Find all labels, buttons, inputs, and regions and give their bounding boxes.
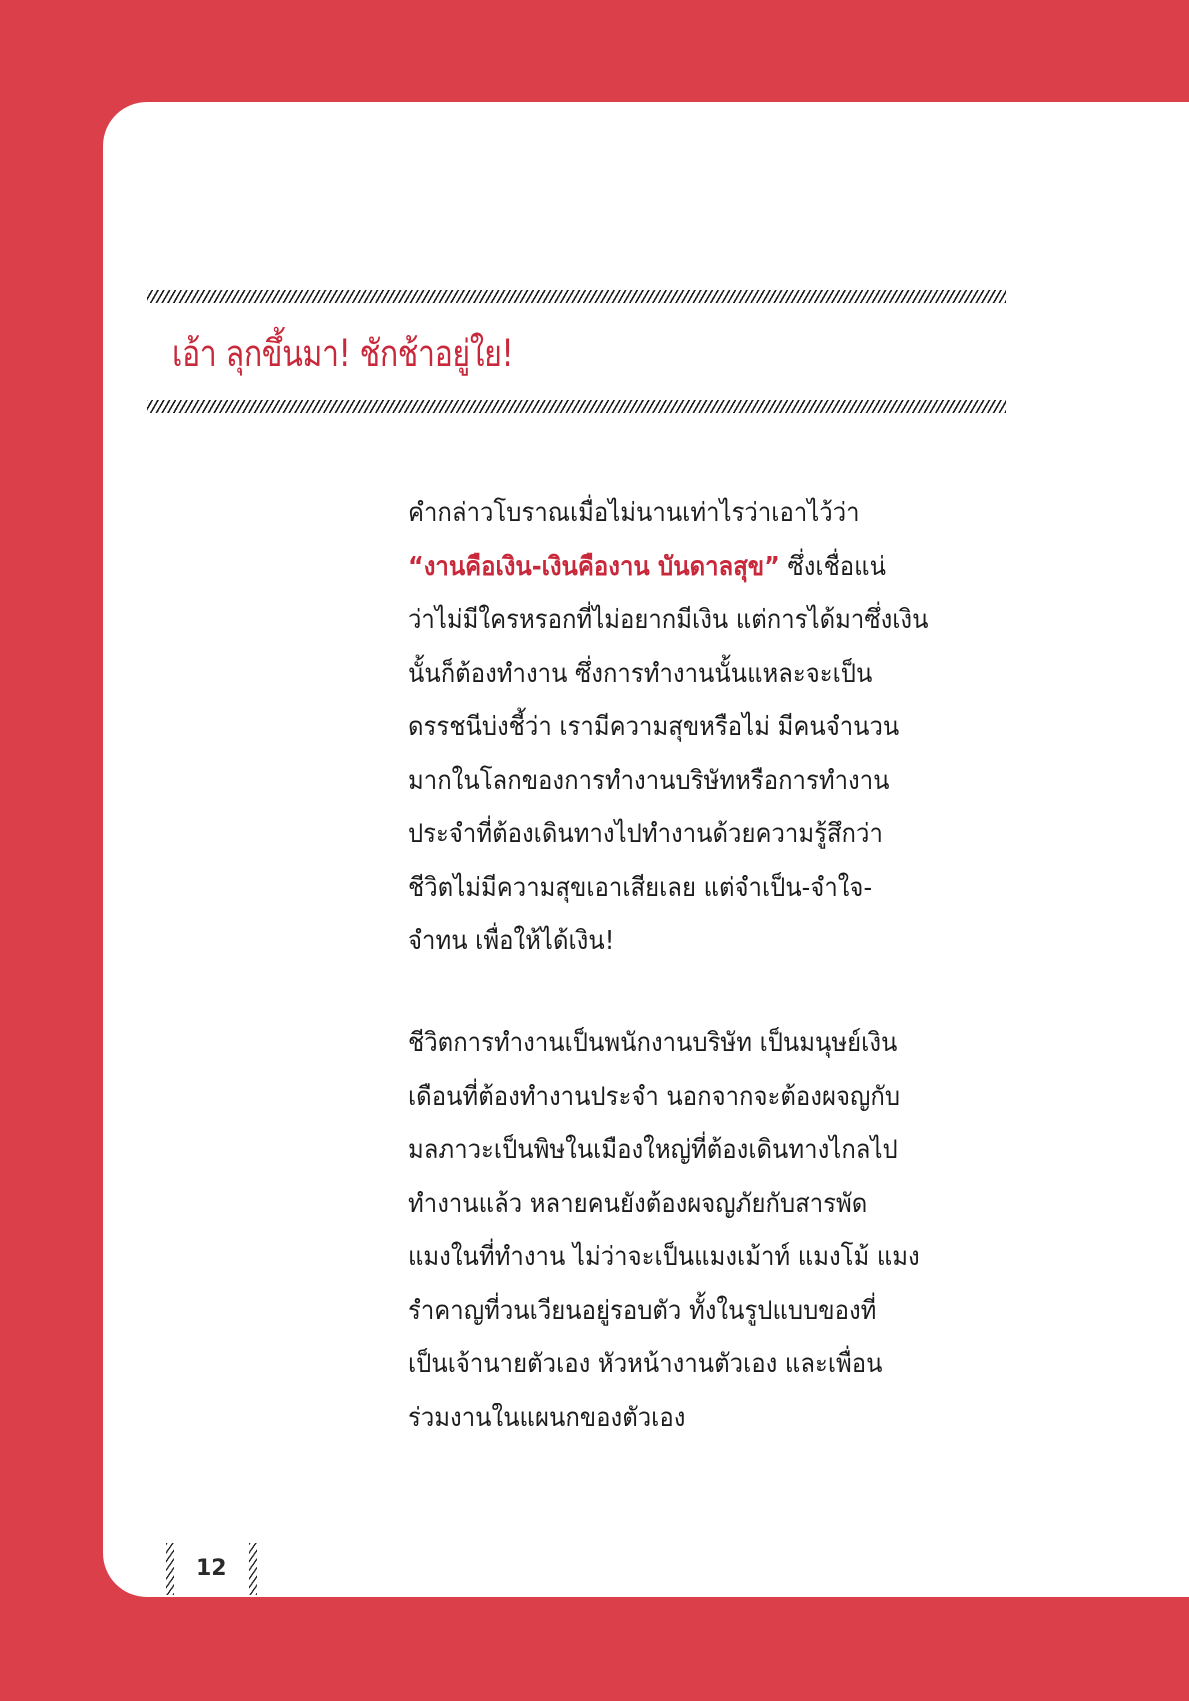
paragraph-line: ประจำที่ต้องเดินทางไปทำงานด้วยความรู้สึกว่า	[408, 819, 883, 849]
hatch-mark-right	[249, 1543, 257, 1595]
paragraph-line: จำทน เพื่อให้ได้เงิน!	[408, 926, 615, 956]
paragraph-2	[408, 1017, 1028, 1445]
paragraph-line: รำคาญที่วนเวียนอยู่รอบตัว ทั้งในรูปแบบของที่	[408, 1295, 877, 1326]
paragraph-line: ทำงานแล้ว หลายคนยังต้องผจญภัยกับสารพัด	[408, 1188, 868, 1219]
paragraph-line: เดือนที่ต้องทำงานประจำ นอกจากจะต้องผจญกับ	[408, 1081, 901, 1112]
highlighted-quote: “งานคือเงิน-เงินคืองาน บันดาลสุข”	[408, 551, 780, 582]
paragraph-line: มากในโลกของการทำงานบริษัทหรือการทำงาน	[408, 765, 890, 796]
hatch-divider-top	[147, 290, 1006, 303]
paragraph-line	[408, 541, 978, 595]
paragraph-line: ดรรชนีบ่งชี้ว่า เรามีความสุขหรือไม่ มีคนจำนวน	[408, 712, 900, 742]
page-number: 12	[196, 1556, 227, 1581]
paragraph-line: ร่วมงานในแผนกของตัวเอง	[408, 1402, 686, 1433]
paragraph-line: ชีวิตการทำงานเป็นพนักงานบริษัท เป็นมนุษย์เงิน	[408, 1028, 898, 1058]
paragraph-line: นั้นก็ต้องทำงาน ซึ่งการทำงานนั้นแหละจะเป็น	[408, 658, 873, 689]
hatch-divider-bottom	[147, 400, 1006, 413]
paragraph-line: ชีวิตไม่มีความสุขเอาเสียเลย แต่จำเป็น-จำใจ-	[408, 872, 873, 903]
paragraph-1	[408, 487, 1028, 969]
paragraph-line: มลภาวะเป็นพิษในเมืองใหญ่ที่ต้องเดินทางไกลไป	[408, 1135, 898, 1165]
hatch-mark-left	[166, 1543, 174, 1595]
paragraph-line: คำกล่าวโบราณเมื่อไม่นานเท่าไรว่าเอาไว้ว่า	[408, 498, 860, 528]
paragraph-line: แมงในที่ทำงาน ไม่ว่าจะเป็นแมงเม้าท์ แมงโม้ แมง	[408, 1242, 920, 1272]
page-number-block	[166, 1543, 257, 1595]
chapter-heading: เอ้า ลุกขึ้นมา! ชักช้าอยู่ใย!	[172, 332, 514, 375]
paragraph-line: ว่าไม่มีใครหรอกที่ไม่อยากมีเงิน แต่การได้มาซึ่งเงิน	[408, 605, 929, 635]
paragraph-line: เป็นเจ้านายตัวเอง หัวหน้างานตัวเอง และเพื่อน	[408, 1349, 883, 1379]
paragraph-line-rest: ซึ่งเชื่อแน่	[779, 551, 886, 582]
